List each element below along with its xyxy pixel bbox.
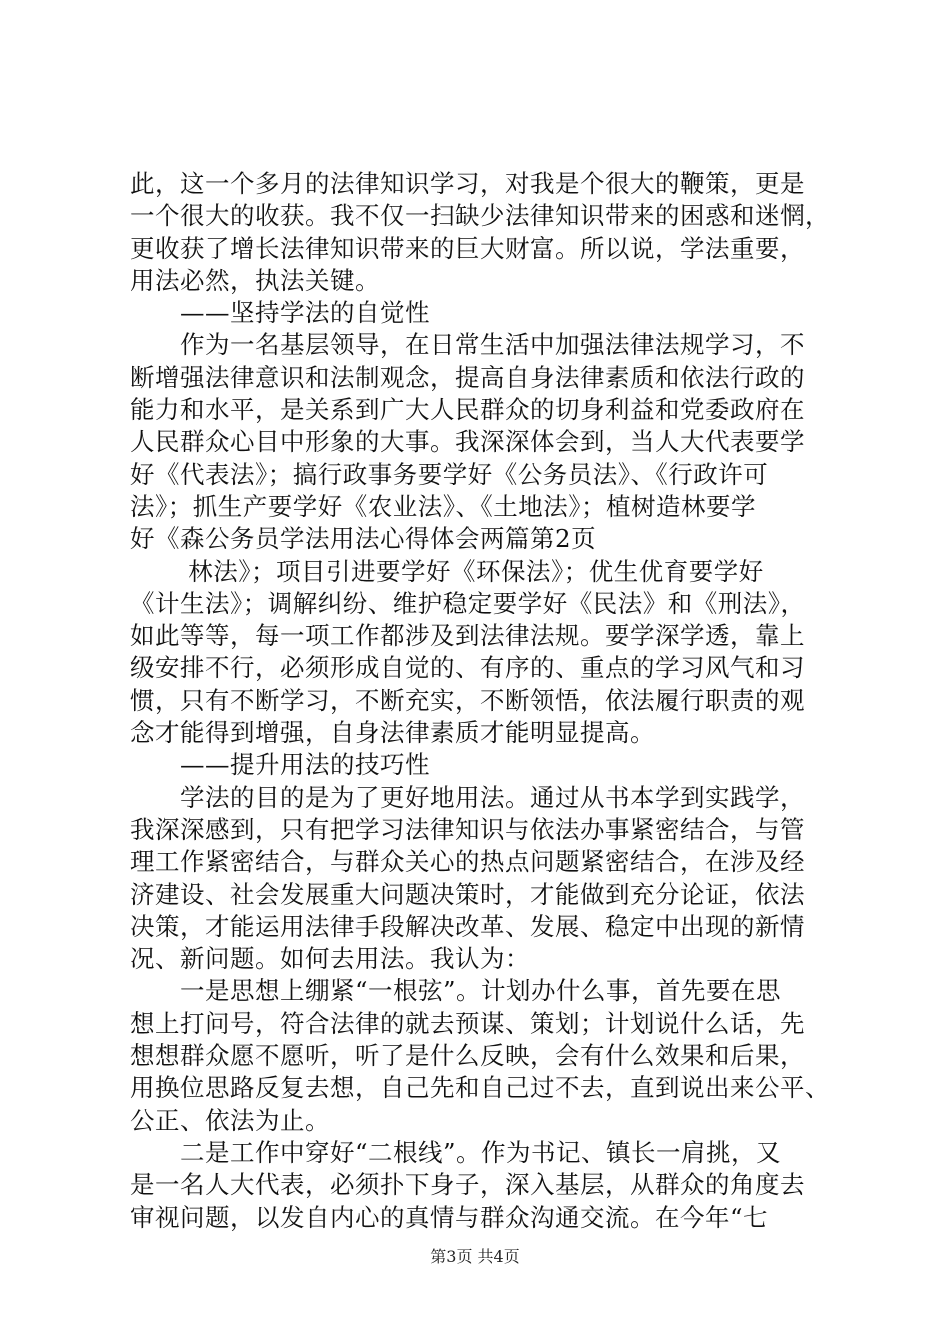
text-line: 用换位思路反复去想，自己先和自己过不去，直到说出来公平、 <box>130 1073 830 1103</box>
text-line: 断增强法律意识和法制观念，提高自身法律素质和依法行政的 <box>130 362 805 392</box>
section-heading: ——提升用法的技巧性 <box>130 750 430 780</box>
text-line: 二是工作中穿好“二根线”。作为书记、镇长一肩挑，又 <box>130 1137 782 1167</box>
text-line: 《计生法》；调解纠纷、维护稳定要学好《民法》和《刑法》， <box>130 588 806 618</box>
body-text <box>130 168 830 1234</box>
text-line: 是一名人大代表，必须扑下身子，深入基层，从群众的角度去 <box>130 1170 805 1200</box>
text-line: 林法》；项目引进要学好《环保法》；优生优育要学好 <box>130 556 764 586</box>
text-line: 理工作紧密结合，与群众关心的热点问题紧密结合，在涉及经 <box>130 847 805 877</box>
text-line: 我深深感到，只有把学习法律知识与依法办事紧密结合，与管 <box>130 814 805 844</box>
text-line: 惯，只有不断学习，不断充实，不断领悟，依法履行职责的观 <box>130 685 805 715</box>
text-line: 好《森公务员学法用法心得体会两篇第2页 <box>130 524 597 554</box>
text-line: 好《代表法》；搞行政事务要学好《公务员法》、《行政许可 <box>130 459 769 489</box>
text-line: 决策，才能运用法律手段解决改革、发展、稳定中出现的新情 <box>130 911 805 941</box>
text-line: 审视问题，以发自内心的真情与群众沟通交流。在今年“七 <box>130 1202 769 1232</box>
text-line: 用法必然，执法关键。 <box>130 265 380 295</box>
text-line: 想想群众愿不愿听，听了是什么反映，会有什么效果和后果， <box>130 1041 805 1071</box>
text-line: 级安排不行，必须形成自觉的、有序的、重点的学习风气和习 <box>130 653 805 683</box>
text-line: 念才能得到增强，自身法律素质才能明显提高。 <box>130 718 655 748</box>
page-number-footer: 第3页 共4页 <box>430 1247 520 1266</box>
text-line: 如此等等，每一项工作都涉及到法律法规。要学深学透，靠上 <box>130 621 805 651</box>
text-line: 学法的目的是为了更好地用法。通过从书本学到实践学， <box>130 782 805 812</box>
text-line: 况、新问题。如何去用法。我认为： <box>130 944 530 974</box>
text-line: 作为一名基层领导，在日常生活中加强法律法规学习，不 <box>130 330 805 360</box>
text-line: 公正、依法为止。 <box>130 1105 330 1135</box>
text-line: 想上打问号，符合法律的就去预谋、策划；计划说什么话，先 <box>130 1008 805 1038</box>
text-line: 济建设、社会发展重大问题决策时，才能做到充分论证，依法 <box>130 879 805 909</box>
text-line: 法》；抓生产要学好《农业法》、《土地法》；植树造林要学 <box>130 491 756 521</box>
text-line: 一个很大的收获。我不仅一扫缺少法律知识带来的困惑和迷惘， <box>130 201 830 231</box>
text-line: 人民群众心目中形象的大事。我深深体会到，当人大代表要学 <box>130 427 805 457</box>
text-line: 一是思想上绷紧“一根弦”。计划办什么事，首先要在思 <box>130 976 782 1006</box>
text-line: 此，这一个多月的法律知识学习，对我是个很大的鞭策，更是 <box>130 169 805 198</box>
text-line: 能力和水平，是关系到广大人民群众的切身利益和党委政府在 <box>130 395 805 425</box>
text-line: 更收获了增长法律知识带来的巨大财富。所以说，学法重要， <box>130 233 805 263</box>
section-heading: ——坚持学法的自觉性 <box>130 298 430 328</box>
